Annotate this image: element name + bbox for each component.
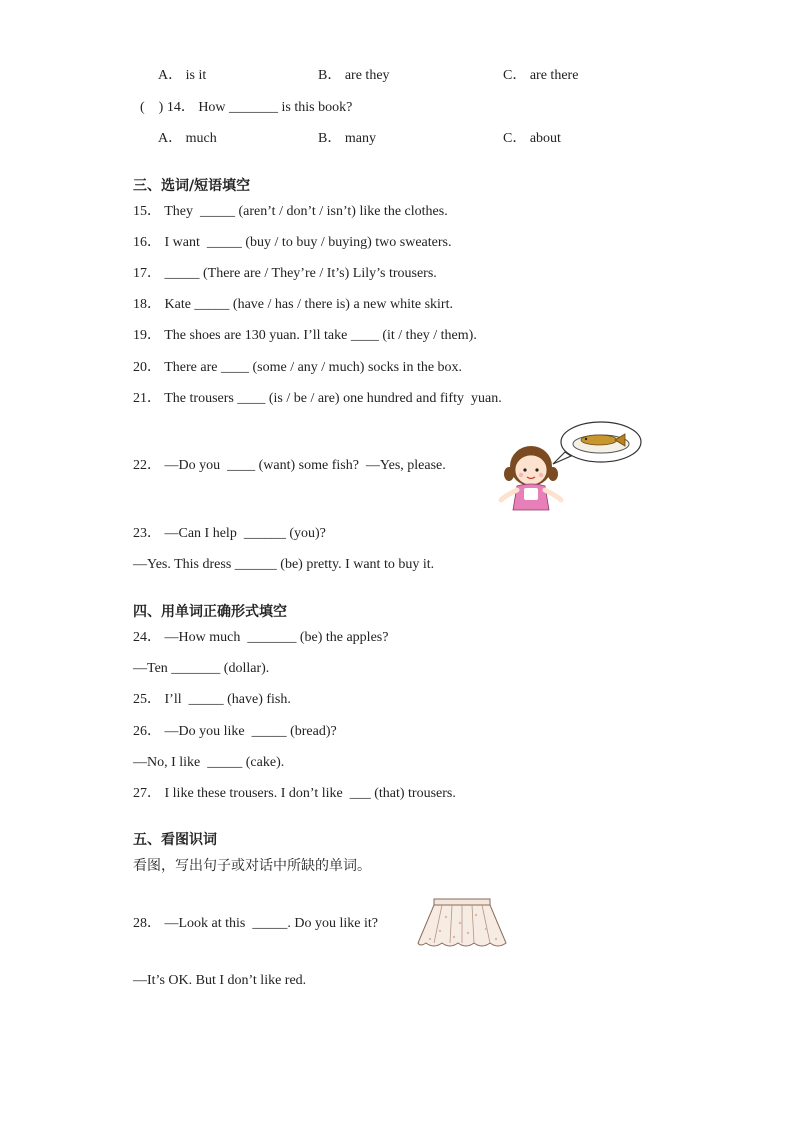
q13-option-b: B． are they (318, 68, 390, 83)
question-18: 18． Kate _____ (have / has / there is) a new white skirt. (133, 297, 453, 312)
question-19: 19． The shoes are 130 yuan. I’ll take ____ (it / they / them). (133, 328, 477, 343)
question-24-reply: —Ten _______ (dollar). (133, 661, 270, 676)
question-27: 27． I like these trousers. I don’t like ___ (that) trousers. (133, 786, 456, 801)
question-23: 23． —Can I help ______ (you)? (133, 526, 326, 541)
q14-option-a: A． much (158, 131, 217, 146)
q14-option-c: C． about (503, 131, 561, 146)
question-26: 26． —Do you like _____ (bread)? (133, 724, 337, 739)
question-25: 25． I’ll _____ (have) fish. (133, 692, 291, 707)
question-21: 21． The trousers ____ (is / be / are) one hundred and fifty yuan. (133, 391, 502, 406)
q13-option-c: C． are there (503, 68, 579, 83)
question-28-reply: —It’s OK. But I don’t like red. (133, 973, 307, 988)
question-17: 17． _____ (There are / They’re / It’s) Lily’s trousers. (133, 266, 437, 281)
section4-title: 四、用单词正确形式填空 (133, 604, 287, 620)
question-15: 15． They _____ (aren’t / don’t / isn’t) like the clothes. (133, 204, 448, 219)
q13-option-a: A． is it (158, 68, 207, 83)
section5-instruction: 看图，写出句子或对话中所缺的单词。 (133, 858, 371, 874)
question-16: 16． I want _____ (buy / to buy / buying) two sweaters. (133, 235, 452, 250)
section5-title: 五、看图识词 (133, 832, 217, 848)
girl-with-fish-bubble-illustration (495, 418, 645, 513)
section3-title: 三、选词/短语填空 (133, 178, 251, 194)
question-23-reply: —Yes. This dress ______ (be) pretty. I want to buy it. (133, 557, 435, 572)
question-20: 20． There are ____ (some / any / much) socks in the box. (133, 360, 463, 375)
question-22: 22． —Do you ____ (want) some fish? —Yes, please. (133, 458, 446, 473)
question-28: 28． —Look at this _____. Do you like it? (133, 916, 378, 931)
skirt-illustration (416, 893, 508, 951)
question-26-reply: —No, I like _____ (cake). (133, 755, 285, 770)
question-24: 24． —How much _______ (be) the apples? (133, 630, 389, 645)
q14-text: ( ) 14． How _______ is this book? (140, 100, 353, 115)
q14-option-b: B． many (318, 131, 376, 146)
